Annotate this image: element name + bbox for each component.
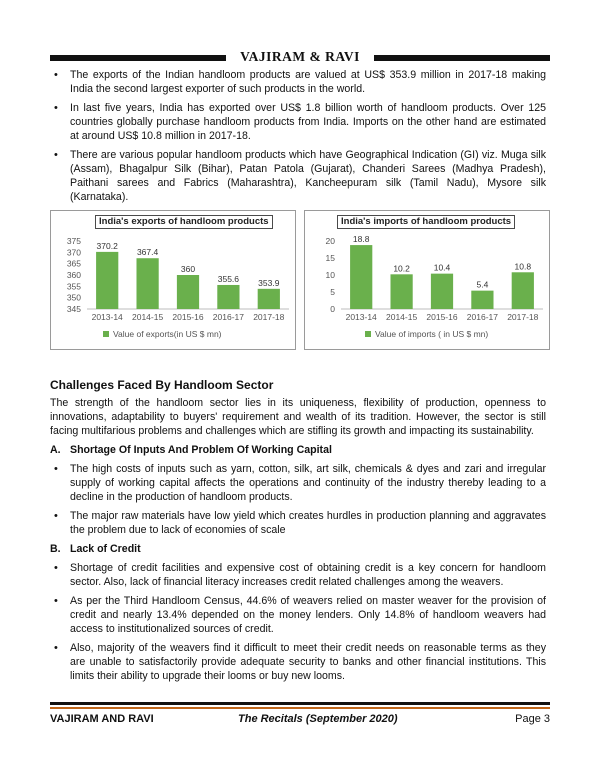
subheading-b-letter: B. bbox=[50, 543, 61, 555]
bar bbox=[177, 275, 199, 309]
y-tick-label: 345 bbox=[66, 304, 81, 314]
bullet-list-b bbox=[50, 561, 546, 683]
bar bbox=[350, 245, 372, 309]
footer-brand: VAJIRAM AND RAVI bbox=[50, 713, 154, 725]
header-brand: VAJIRAM & RAVI bbox=[240, 49, 360, 64]
subheading-b-title: Lack of Credit bbox=[70, 543, 141, 555]
subheading-a bbox=[50, 443, 546, 457]
list-item: • Also, majority of the weavers find it difficult to meet their credit needs on reasonable terms as they are unable to satisfactorily provide adequate security to banks and other financial institutions. This limits their ability to upgrade their looms or buy new looms. bbox=[50, 641, 546, 683]
data-label: 18.8 bbox=[352, 234, 370, 245]
bar bbox=[136, 258, 158, 309]
list-item: • The exports of the Indian handloom products are valued at US$ 353.9 million in 2017-18 making India the second largest exporter of such products in the world. bbox=[50, 68, 546, 96]
list-item: • The major raw materials have low yield which creates hurdles in production planning and aggravates the problem due to lack of economies of scale bbox=[50, 509, 546, 537]
bar bbox=[471, 291, 493, 309]
y-tick-label: 15 bbox=[325, 253, 335, 263]
list-item: • As per the Third Handloom Census, 44.6% of weavers relied on master weaver for the provision of credit and nearly 13.4% depended on the money lenders. Only 14.8% of handloom weavers had access to institutionalized sources of credit. bbox=[50, 594, 546, 636]
data-label: 5.4 bbox=[476, 279, 489, 290]
subheading-a-title: Shortage Of Inputs And Problem Of Working Capital bbox=[70, 444, 332, 456]
x-tick-label: 2017-18 bbox=[253, 312, 285, 322]
data-label: 370.2 bbox=[96, 240, 118, 251]
data-label: 360 bbox=[180, 264, 196, 274]
y-tick-label: 360 bbox=[66, 270, 81, 280]
y-tick-label: 5 bbox=[330, 287, 335, 297]
y-tick-label: 350 bbox=[66, 292, 81, 303]
exports-chart-title: India's exports of handloom products bbox=[95, 215, 273, 229]
subheading-b bbox=[50, 542, 546, 556]
page-footer bbox=[50, 713, 550, 729]
bar bbox=[217, 285, 239, 309]
list-item: • Shortage of credit facilities and expensive cost of obtaining credit is a key concern for handloom sector. Also, lack of financial literacy increases credit related challenges among the weavers. bbox=[50, 561, 546, 589]
data-label: 355.6 bbox=[217, 273, 240, 284]
imports-chart-title: India's imports of handloom products bbox=[337, 215, 515, 229]
list-item: • The high costs of inputs such as yarn, cotton, silk, art silk, chemicals & dyes and zari and irregular supply of working capital affects the operations and continuity of the industry thereby leading to a decline in the production of handloom products. bbox=[50, 462, 546, 504]
y-tick-label: 355 bbox=[66, 281, 81, 292]
footer-rule-dark bbox=[50, 702, 550, 705]
imports-chart-svg bbox=[305, 211, 551, 351]
list-item: • There are various popular handloom products which have Geographical Indication (GI) viz. Muga silk (Assam), Bhagalpur Silk (Bihar), Patan Patola (Gujarat), Chanderi Sarees (Madhya Pradesh), Paithani sarees and Fabrics (Maharashtra), Kancheepuram silk (Tamil Nadu), Mysore silk (Karnataka). bbox=[50, 148, 546, 204]
y-tick-label: 0 bbox=[330, 304, 335, 314]
data-label: 353.9 bbox=[258, 277, 280, 288]
charts-row bbox=[50, 210, 550, 350]
section-body bbox=[50, 396, 546, 688]
bar bbox=[96, 252, 118, 309]
y-tick-label: 10 bbox=[325, 270, 335, 280]
x-tick-label: 2016-17 bbox=[212, 312, 245, 322]
x-tick-label: 2013-14 bbox=[91, 312, 123, 322]
subheading-a-letter: A. bbox=[50, 444, 61, 456]
data-label: 10.4 bbox=[433, 262, 451, 273]
page-header bbox=[50, 50, 550, 66]
legend-swatch bbox=[365, 331, 371, 337]
y-tick-label: 375 bbox=[66, 236, 81, 246]
x-tick-label: 2017-18 bbox=[507, 312, 539, 322]
y-tick-label: 20 bbox=[325, 236, 335, 246]
legend-swatch bbox=[103, 331, 109, 337]
y-tick-label: 370 bbox=[66, 247, 81, 258]
data-label: 10.8 bbox=[514, 261, 532, 272]
data-label: 10.2 bbox=[393, 263, 410, 274]
bar bbox=[258, 289, 280, 309]
exports-chart-svg bbox=[51, 211, 297, 351]
bar bbox=[431, 274, 453, 309]
x-tick-label: 2014-15 bbox=[131, 312, 164, 322]
bullet-list-a bbox=[50, 462, 546, 537]
section-intro: The strength of the handloom sector lies in its uniqueness, flexibility of production, openness to innovations, adaptability to buyers' requirement and wealth of its tradition. However, the sector is still facing multifarious problems and challenges which are stifling its growth and impacting its sustainability. bbox=[50, 397, 546, 437]
legend-label: Value of exports(in US $ mn) bbox=[113, 329, 222, 339]
y-tick-label: 365 bbox=[66, 258, 81, 269]
page-number: Page 3 bbox=[515, 713, 550, 725]
x-tick-label: 2014-15 bbox=[385, 312, 418, 322]
imports-chart bbox=[304, 210, 550, 350]
x-tick-label: 2016-17 bbox=[466, 312, 499, 322]
x-tick-label: 2015-16 bbox=[172, 312, 204, 322]
top-content bbox=[50, 68, 546, 209]
footer-rule-accent bbox=[50, 707, 550, 709]
bar bbox=[390, 274, 412, 309]
list-item: • In last five years, India has exported over US$ 1.8 billion worth of handloom products. Over 125 countries globally purchase handloom products from India. Imports on the other hand are estimated at around US$ 10.8 million in 2017-18. bbox=[50, 101, 546, 143]
header-rule-right bbox=[374, 55, 550, 61]
footer-publication: The Recitals (September 2020) bbox=[238, 713, 398, 725]
x-tick-label: 2013-14 bbox=[345, 312, 377, 322]
top-bullet-list bbox=[50, 68, 546, 204]
legend-label: Value of imports ( in US $ mn) bbox=[375, 329, 489, 339]
x-tick-label: 2015-16 bbox=[426, 312, 458, 322]
exports-chart bbox=[50, 210, 296, 350]
data-label: 367.4 bbox=[136, 247, 159, 258]
bar bbox=[512, 272, 534, 309]
section-heading: Challenges Faced By Handloom Sector bbox=[50, 378, 274, 392]
